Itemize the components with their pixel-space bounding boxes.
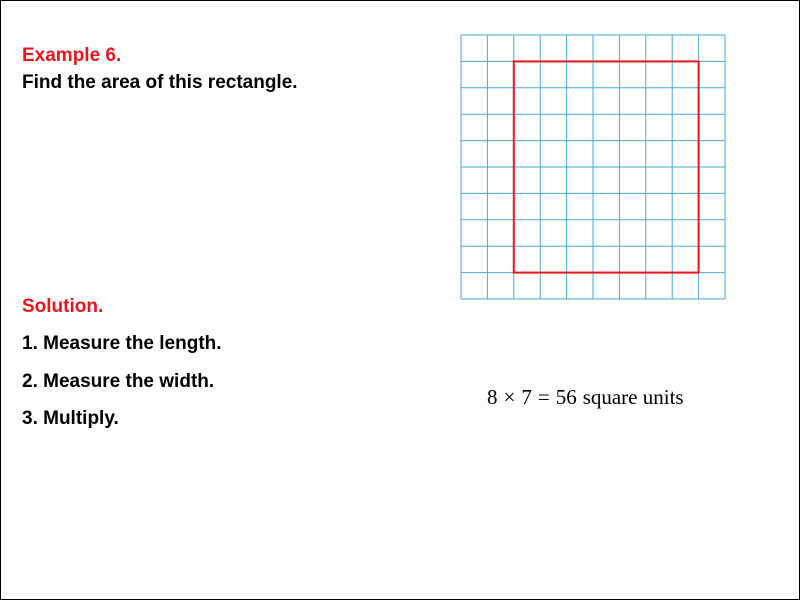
- step-1: 1. Measure the length.: [22, 333, 222, 354]
- equation-width: 7: [521, 385, 532, 409]
- example-prompt: Find the area of this rectangle.: [22, 72, 298, 93]
- equals-symbol: =: [537, 385, 550, 409]
- equation-result: 56: [555, 385, 577, 409]
- grid-diagram: [1, 1, 799, 599]
- example-title: Example 6.: [22, 45, 122, 66]
- equation-length: 8: [487, 385, 498, 409]
- step-2: 2. Measure the width.: [22, 371, 215, 392]
- times-symbol: ×: [503, 385, 516, 409]
- grid-lines: [461, 35, 725, 299]
- solution-title: Solution.: [22, 296, 104, 317]
- step-3: 3. Multiply.: [22, 408, 119, 429]
- area-equation: [487, 384, 684, 410]
- equation-unit: square units: [582, 385, 684, 409]
